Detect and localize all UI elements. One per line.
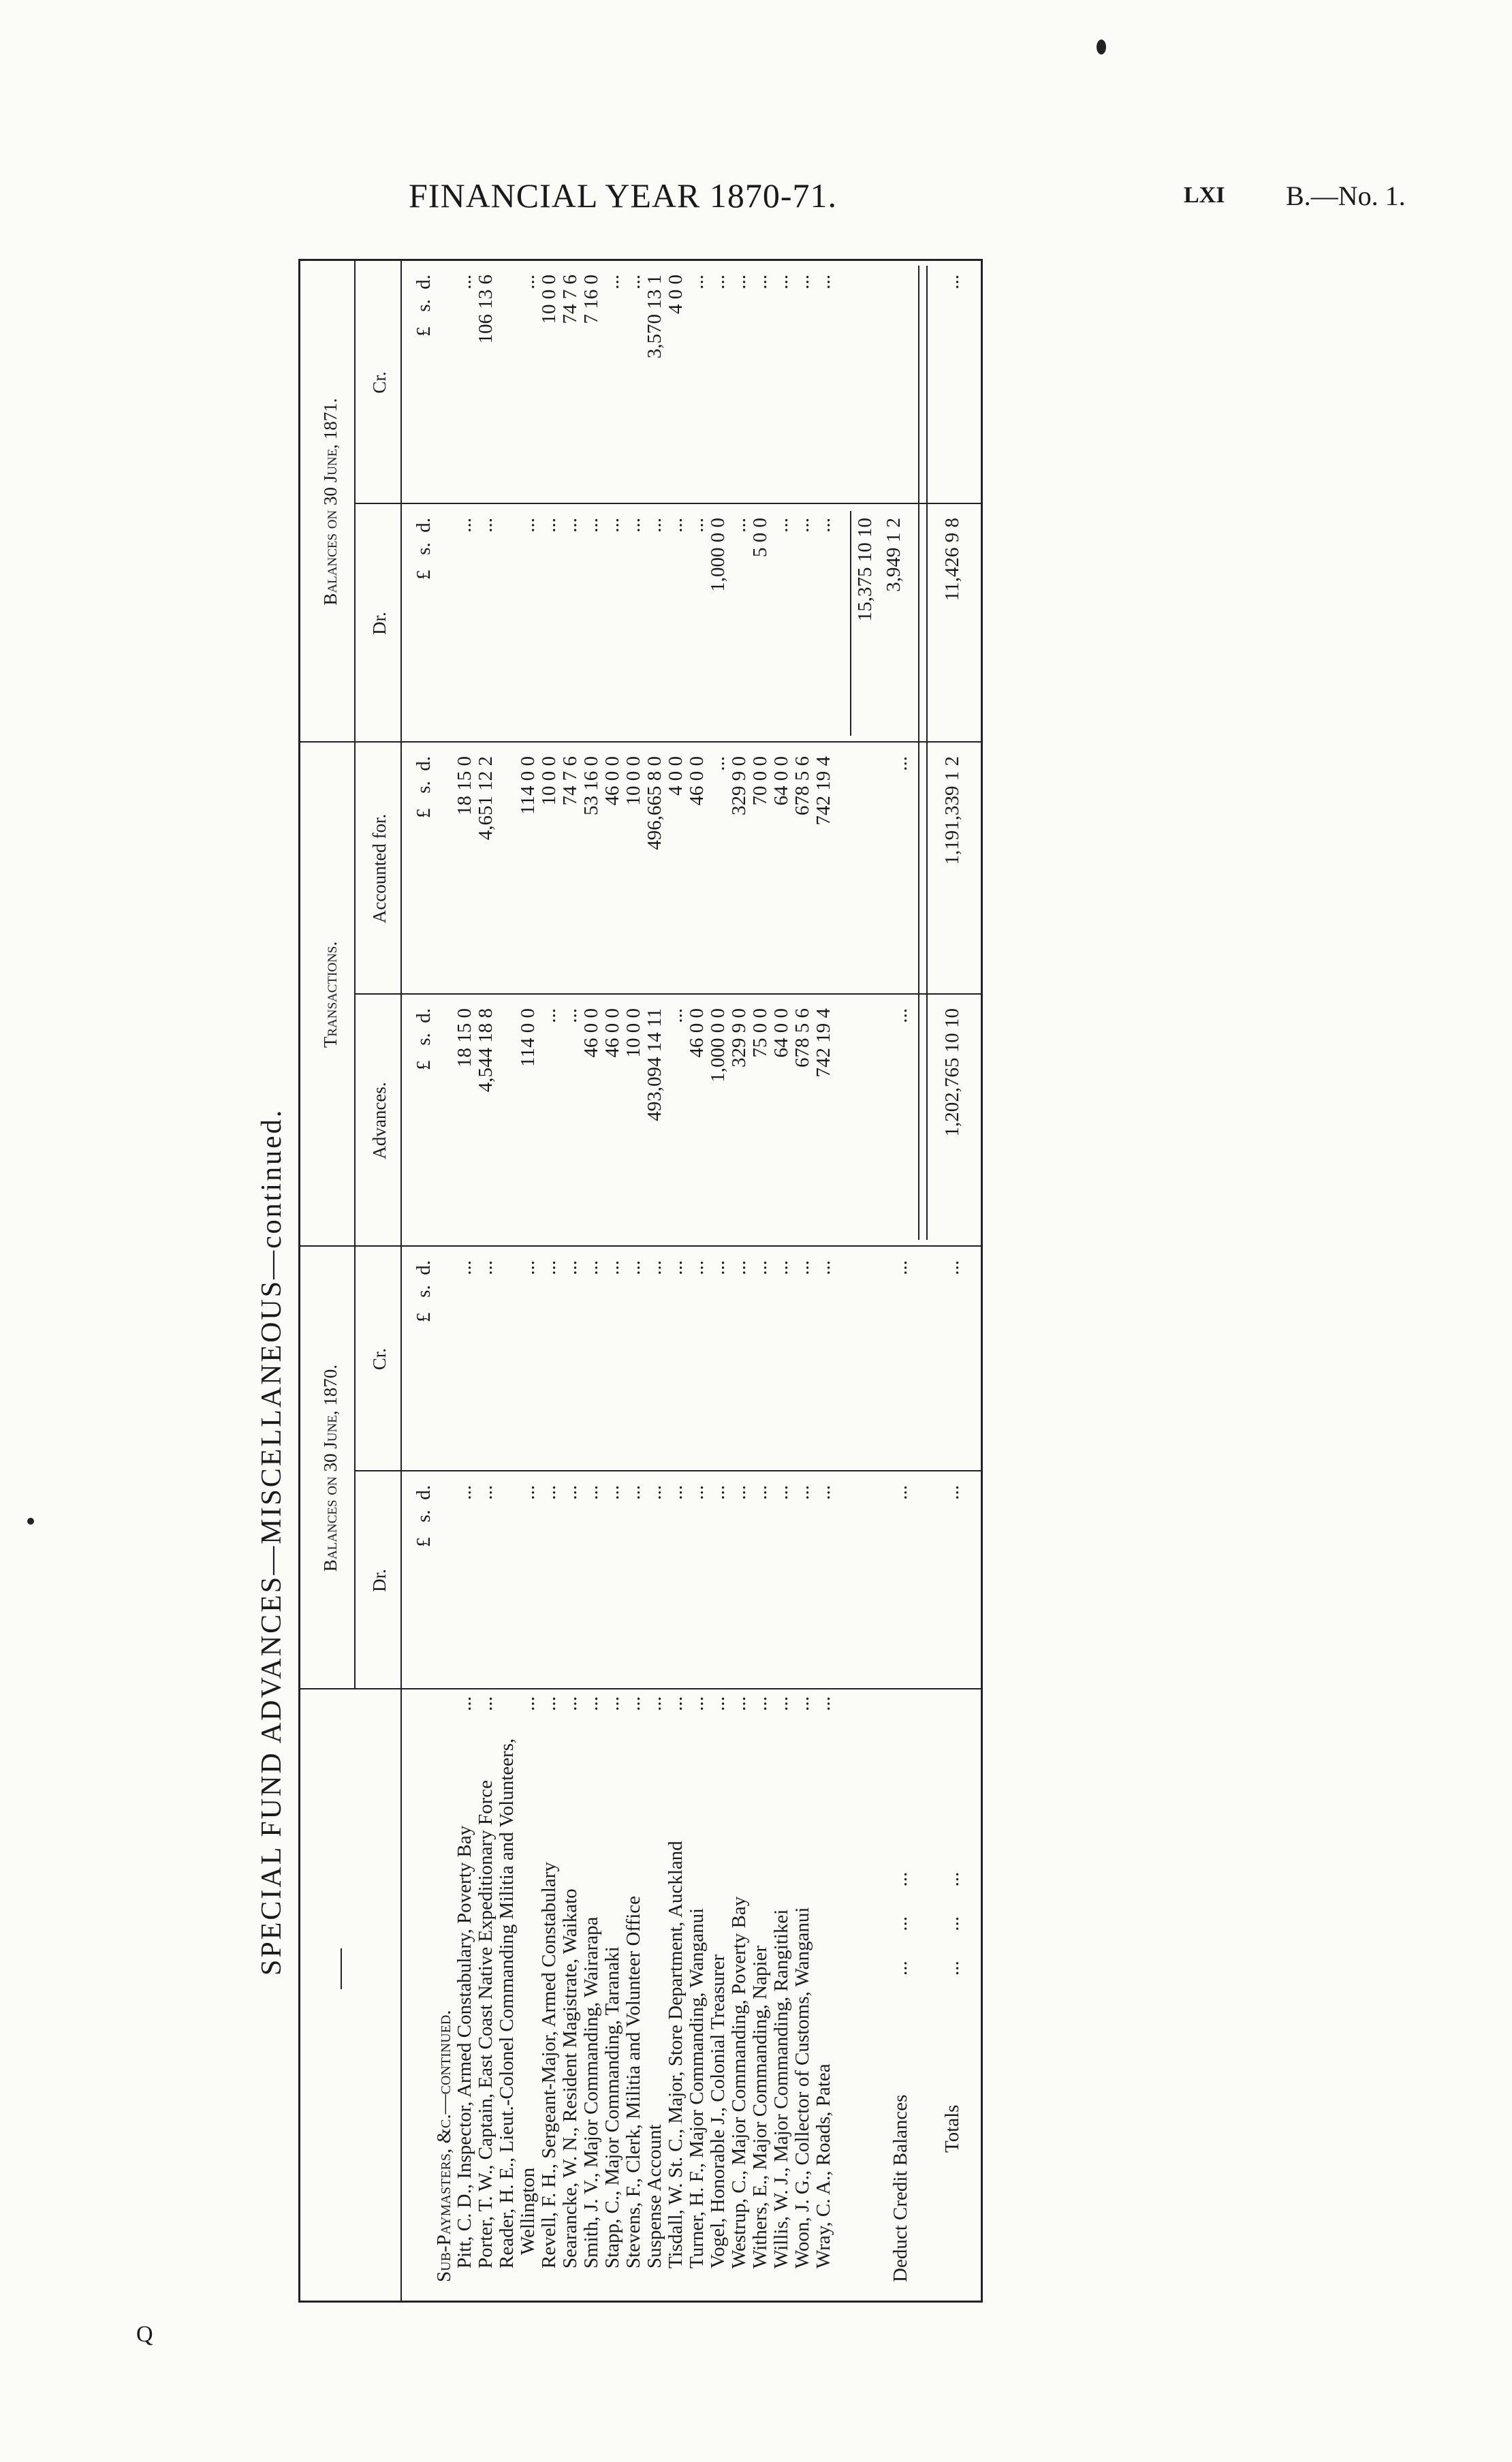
table-cell-adv: 114 0 0 bbox=[517, 1008, 539, 1067]
table-cell-acc: 4 0 0 bbox=[665, 756, 687, 796]
table-cell-cr71: ... bbox=[813, 275, 834, 290]
totals-line-double bbox=[926, 266, 928, 1240]
empty-1870-cell: ... bbox=[580, 1260, 602, 1275]
empty-1870-cell: ... bbox=[644, 1485, 665, 1500]
table-row-name: Willis, W. J., Major Commanding, Rangitikei bbox=[770, 1909, 792, 2269]
empty-1870-cell: ... bbox=[707, 1485, 729, 1500]
table-cell-adv: 46 0 0 bbox=[601, 1008, 623, 1058]
empty-1870-cell: ... bbox=[623, 1485, 644, 1500]
empty-1870-cell: ... bbox=[559, 1260, 581, 1275]
table-cell-cr71: ... bbox=[623, 275, 644, 290]
empty-1870-cell: ... bbox=[791, 1485, 813, 1500]
leader-dots: ... bbox=[644, 1696, 665, 1711]
leader-dots: ... bbox=[686, 1696, 708, 1711]
table-cell-adv: 329 9 0 bbox=[728, 1008, 750, 1068]
totals-cr-1871: ... bbox=[941, 275, 963, 290]
empty-1870-cell: ... bbox=[601, 1260, 623, 1275]
empty-1870-cell: ... bbox=[791, 1260, 813, 1275]
table-cell-cr71: ... bbox=[770, 275, 792, 290]
leader-dots: ... bbox=[791, 1696, 813, 1711]
leader-dots: ... bbox=[665, 1696, 687, 1711]
leader-dots: ... bbox=[728, 1696, 750, 1711]
table-cell-dr71: ... bbox=[517, 518, 539, 533]
table-cell-acc: 64 0 0 bbox=[770, 756, 792, 806]
header-transactions: Transactions. bbox=[320, 941, 341, 1048]
section-heading: Sub-Paymasters, &c.—continued. bbox=[433, 2010, 455, 2282]
leader-dots: ... bbox=[813, 1696, 834, 1711]
table-cell-adv: 1,000 0 0 bbox=[707, 1008, 729, 1082]
units-dr-1870: £ s. d. bbox=[413, 1485, 435, 1548]
deduct-dr-1871: 3,949 1 2 bbox=[883, 518, 904, 592]
table-cell-acc: 496,665 8 0 bbox=[644, 756, 665, 850]
units-accounted: £ s. d. bbox=[413, 756, 435, 819]
table-title: SPECIAL FUND ADVANCES—MISCELLANEOUS—continued. bbox=[256, 1108, 287, 1976]
totals-advances: 1,202,765 10 10 bbox=[941, 1008, 963, 1137]
deduct-label: Deduct Credit Balances bbox=[889, 2094, 911, 2282]
table-row-name: Reader, H. E., Lieut.-Colonel Commanding Militia and Volunteers, bbox=[496, 1738, 518, 2269]
empty-1870-cell: ... bbox=[538, 1485, 560, 1500]
table-cell-acc: ... bbox=[707, 756, 729, 771]
table-cell-acc: 74 7 6 bbox=[559, 756, 581, 806]
rotated-table: SPECIAL FUND ADVANCES—MISCELLANEOUS—continued. Balances on 30 June, 1870. Transactions. Balances on 30 June, 1871. Dr. Cr. Advances. Accounted for. Dr. Cr. £ s. d. £ s. d. £ s. d. £ s. d. £ s. d. £ s. d. Sub-Paymasters, &c.—continued. Pitt, C. D., Inspector, Armed Constabulary, Poverty Bay ... ... ... 18 15 0 18 15 0 ... ... Porter, T. W., Captain, East Coast Native Expeditionary Force ... ... ... 4,544 18 8 4,651 12 2 ... 106 13 6 Reader, H. E., Lieut.-Colonel Commanding Militia and Volunteers, Wellington ... ... ... 114 0 0 114 0 0 ... ... Revell, F. H., Sergeant-Major, Armed Constabulary ... ... ... ... 10 0 0 ... 10 0 0 Searancke, W. N., Resident Magistrate, Waikato ... ... ... ... 74 7 6 ... 74 7 6 Smith, J. V., Major Commanding, Wairarapa ... ... ... 46 0 0 53 16 0 ... 7 16 0 Stapp, C., Major Commanding, Taranaki ... ... ... 46 0 0 46 0 0 ... ... Stevens, F., Clerk, Militia and Volunteer Office ... ... ... 10 0 0 10 0 0 ... ... Suspense Account ... ... ... 493,094 14 11 496,665 8 0 ... 3,570 13 1 Tisdall, W. St. C., Major, Store Department, Auckland ... ... ... ... 4 0 0 ... 4 0 0 Turner, H. F., Major Commanding, Wanganui ... ... ... 46 0 0 46 0 0 ... ... Vogel, Honorable J., Colonial Treasurer ... ... ... 1,000 0 0 ... 1,000 0 0 ... Westrup, C., Major Commanding, Poverty Bay ... ... ... 329 9 0 329 9 0 ... ... Withers, E., Major Commanding, Napier ... ... ... 75 0 0 70 0 0 5 0 0 ... Willis, W. J., Major Commanding, Rangitikei ... ... ... 64 0 0 64 0 0 ... ... Woon, J. G., Collector of Customs, Wanganui ... ... ... 678 5 6 678 5 6 ... ... Wray, C. A., Roads, Patea ... ... ... 742 19 4 742 19 4 ... ... 15,375 10 10 Deduct Credit Balances ... ... ... ... ... ... ... 3,949 1 2 Totals ... ... ... ... ... 1,202,765 10 10 1,191,339 1 2 11,426 9 8 ... bbox=[245, 245, 1022, 2330]
header-dr-1871: Dr. bbox=[369, 612, 390, 635]
table-cell-cr71: ... bbox=[728, 275, 750, 290]
totals-accounted: 1,191,339 1 2 bbox=[941, 756, 963, 865]
table-cell-cr71: 10 0 0 bbox=[538, 275, 560, 324]
empty-1870-cell: ... bbox=[728, 1260, 750, 1275]
table-row-name: Withers, E., Major Commanding, Napier bbox=[749, 1945, 771, 2269]
col-sep-1871 bbox=[298, 741, 983, 743]
totals-line bbox=[918, 266, 919, 1240]
totals-dr-1871: 11,426 9 8 bbox=[941, 518, 963, 602]
table-cell-acc: 70 0 0 bbox=[749, 756, 771, 806]
leader-dots: ... bbox=[623, 1696, 644, 1711]
table-cell-acc: 329 9 0 bbox=[728, 756, 750, 815]
header-dash bbox=[341, 1948, 342, 1989]
empty-1870-cell: ... bbox=[475, 1260, 497, 1275]
table-cell-adv: 493,094 14 11 bbox=[644, 1008, 665, 1121]
deduct-accounted: ... bbox=[889, 756, 911, 771]
table-row-name: Wellington bbox=[517, 2167, 539, 2255]
empty-1870-cell: ... bbox=[707, 1260, 729, 1275]
ink-spot bbox=[1097, 40, 1106, 54]
table-cell-dr71: ... bbox=[813, 518, 834, 533]
header-accounted: Accounted for. bbox=[369, 813, 390, 924]
empty-1870-cell: ... bbox=[454, 1485, 475, 1500]
table-cell-dr71: ... bbox=[665, 518, 687, 533]
leader-dots: ... bbox=[454, 1696, 475, 1711]
header-advances: Advances. bbox=[369, 1082, 390, 1159]
table-row-name: Tisdall, W. St. C., Major, Store Department, Auckland bbox=[665, 1841, 687, 2269]
empty-1870-cell: ... bbox=[538, 1260, 560, 1275]
subtotal-line bbox=[850, 511, 851, 736]
table-row-name: Turner, H. F., Major Commanding, Wanganui bbox=[686, 1907, 708, 2269]
table-cell-acc: 10 0 0 bbox=[538, 756, 560, 806]
empty-1870-cell: ... bbox=[580, 1485, 602, 1500]
leader-dots: ... bbox=[475, 1696, 497, 1711]
table-cell-dr71: ... bbox=[728, 518, 750, 533]
table-row-name: Suspense Account bbox=[644, 2124, 665, 2269]
table-row-name: Searancke, W. N., Resident Magistrate, Waikato bbox=[559, 1888, 581, 2269]
units-dr-1871: £ s. d. bbox=[413, 518, 435, 580]
leader-dots: ... bbox=[770, 1696, 792, 1711]
empty-1870-cell: ... bbox=[644, 1260, 665, 1275]
empty-1870-cell: ... bbox=[749, 1260, 771, 1275]
table-cell-dr71: ... bbox=[454, 518, 475, 533]
table-cell-dr71: ... bbox=[623, 518, 644, 533]
empty-1870-cell: ... bbox=[813, 1260, 834, 1275]
table-row-name: Stevens, F., Clerk, Militia and Volunteer Office bbox=[623, 1896, 644, 2269]
subtotal-dr-1871: 15,375 10 10 bbox=[854, 518, 876, 622]
empty-1870-cell: ... bbox=[749, 1485, 771, 1500]
table-cell-dr71: ... bbox=[601, 518, 623, 533]
table-row-name: Wray, C. A., Roads, Patea bbox=[813, 2063, 834, 2269]
table-row-name: Westrup, C., Major Commanding, Poverty Bay bbox=[728, 1896, 750, 2269]
table-cell-dr71: 1,000 0 0 bbox=[707, 518, 729, 592]
leader-dots: ... bbox=[559, 1696, 581, 1711]
table-cell-acc: 46 0 0 bbox=[686, 756, 708, 806]
leader-dots: ... bbox=[517, 1696, 539, 1711]
empty-1870-cell: ... bbox=[665, 1260, 687, 1275]
col-sep-trans bbox=[298, 1245, 983, 1247]
col-sep-adv bbox=[354, 993, 983, 995]
empty-1870-cell: ... bbox=[813, 1485, 834, 1500]
table-cell-adv: 742 19 4 bbox=[813, 1008, 834, 1078]
table-cell-dr71: ... bbox=[770, 518, 792, 533]
table-cell-adv: ... bbox=[559, 1008, 581, 1023]
document-reference: B.—No. 1. bbox=[1286, 181, 1406, 211]
table-row-name: Woon, J. G., Collector of Customs, Wanganui bbox=[791, 1907, 813, 2269]
table-row-name: Porter, T. W., Captain, East Coast Native Expeditionary Force bbox=[475, 1780, 497, 2269]
table-cell-adv: 18 15 0 bbox=[454, 1008, 475, 1068]
ink-spot bbox=[27, 1518, 34, 1525]
table-cell-dr71: ... bbox=[580, 518, 602, 533]
table-cell-adv: 46 0 0 bbox=[580, 1008, 602, 1058]
page-number: LXI bbox=[1184, 183, 1225, 208]
col-sep-dr71 bbox=[354, 503, 983, 504]
empty-1870-cell: ... bbox=[686, 1485, 708, 1500]
units-advances: £ s. d. bbox=[413, 1008, 435, 1071]
table-cell-adv: 75 0 0 bbox=[749, 1008, 771, 1058]
table-cell-adv: 678 5 6 bbox=[791, 1008, 813, 1068]
table-cell-acc: 46 0 0 bbox=[601, 756, 623, 806]
table-row-name: Stapp, C., Major Commanding, Taranaki bbox=[601, 1946, 623, 2269]
leader-dots: ... bbox=[538, 1696, 560, 1711]
empty-1870-cell: ... bbox=[623, 1260, 644, 1275]
table-border-bottom bbox=[981, 259, 983, 2303]
table-cell-cr71: ... bbox=[517, 275, 539, 290]
table-row-name: Vogel, Honorable J., Colonial Treasurer bbox=[707, 1954, 729, 2269]
table-cell-cr71: ... bbox=[749, 275, 771, 290]
table-cell-cr71: ... bbox=[791, 275, 813, 290]
signature-mark: Q bbox=[136, 2322, 153, 2347]
table-cell-adv: ... bbox=[665, 1008, 687, 1023]
header-cr-1870: Cr. bbox=[369, 1347, 390, 1371]
table-cell-dr71: ... bbox=[791, 518, 813, 533]
table-cell-adv: 10 0 0 bbox=[623, 1008, 644, 1058]
empty-1870-cell: ... bbox=[475, 1485, 497, 1500]
leader-dots: ... bbox=[601, 1696, 623, 1711]
table-cell-dr71: ... bbox=[644, 518, 665, 533]
leader-dots: ... bbox=[707, 1696, 729, 1711]
table-cell-cr71: 7 16 0 bbox=[580, 275, 602, 324]
header-balances-1871: Balances on 30 June, 1871. bbox=[320, 398, 341, 606]
table-cell-cr71: 4 0 0 bbox=[665, 275, 687, 314]
table-cell-cr71: ... bbox=[707, 275, 729, 290]
table-cell-dr71: ... bbox=[538, 518, 560, 533]
table-cell-cr71: ... bbox=[686, 275, 708, 290]
table-cell-cr71: ... bbox=[454, 275, 475, 290]
table-cell-cr71: 3,570 13 1 bbox=[644, 275, 665, 359]
leader-dots: ... bbox=[749, 1696, 771, 1711]
table-cell-dr71: ... bbox=[475, 518, 497, 533]
table-cell-acc: 10 0 0 bbox=[623, 756, 644, 806]
table-cell-acc: 114 0 0 bbox=[517, 756, 539, 815]
table-border-top bbox=[298, 259, 300, 2303]
table-cell-acc: 18 15 0 bbox=[454, 756, 475, 815]
empty-1870-cell: ... bbox=[728, 1485, 750, 1500]
table-cell-dr71: ... bbox=[686, 518, 708, 533]
empty-1870-cell: ... bbox=[601, 1485, 623, 1500]
empty-1870-cell: ... bbox=[686, 1260, 708, 1275]
empty-1870-cell: ... bbox=[770, 1260, 792, 1275]
table-cell-acc: 53 16 0 bbox=[580, 756, 602, 815]
totals-label: Totals bbox=[941, 2104, 963, 2153]
units-cr-1870: £ s. d. bbox=[413, 1260, 435, 1323]
leader-dots: ... bbox=[580, 1696, 602, 1711]
table-cell-cr71: 74 7 6 bbox=[559, 275, 581, 324]
table-cell-cr71: 106 13 6 bbox=[475, 275, 497, 344]
table-cell-dr71: 5 0 0 bbox=[749, 518, 771, 557]
page-header-title: FINANCIAL YEAR 1870-71. bbox=[409, 176, 837, 215]
table-cell-adv: 64 0 0 bbox=[770, 1008, 792, 1058]
empty-1870-cell: ... bbox=[517, 1485, 539, 1500]
table-row-name: Revell, F. H., Sergeant-Major, Armed Constabulary bbox=[538, 1862, 560, 2269]
header-balances-1870: Balances on 30 June, 1870. bbox=[320, 1364, 341, 1572]
table-row-name: Smith, J. V., Major Commanding, Wairarapa bbox=[580, 1916, 602, 2269]
deduct-advances: ... bbox=[889, 1008, 911, 1023]
table-row-name: Pitt, C. D., Inspector, Armed Constabulary, Poverty Bay bbox=[454, 1825, 475, 2269]
empty-1870-cell: ... bbox=[559, 1485, 581, 1500]
table-cell-cr71: ... bbox=[601, 275, 623, 290]
table-cell-acc: 678 5 6 bbox=[791, 756, 813, 815]
table-cell-adv: 46 0 0 bbox=[686, 1008, 708, 1058]
empty-1870-cell: ... bbox=[517, 1260, 539, 1275]
empty-1870-cell: ... bbox=[454, 1260, 475, 1275]
table-cell-acc: 4,651 12 2 bbox=[475, 756, 497, 841]
empty-1870-cell: ... bbox=[770, 1485, 792, 1500]
table-cell-dr71: ... bbox=[559, 518, 581, 533]
table-cell-acc: 742 19 4 bbox=[813, 756, 834, 826]
header-bottom-line bbox=[400, 261, 402, 2303]
table-cell-adv: 4,544 18 8 bbox=[475, 1008, 497, 1093]
col-sep-desc bbox=[298, 1688, 983, 1689]
header-dr-1870: Dr. bbox=[369, 1569, 390, 1592]
table-cell-adv: ... bbox=[538, 1008, 560, 1023]
header-cr-1871: Cr. bbox=[369, 371, 390, 394]
header-divider bbox=[354, 261, 356, 1689]
col-sep-1870 bbox=[354, 1470, 983, 1471]
empty-1870-cell: ... bbox=[665, 1485, 687, 1500]
units-cr-1871: £ s. d. bbox=[413, 275, 435, 337]
